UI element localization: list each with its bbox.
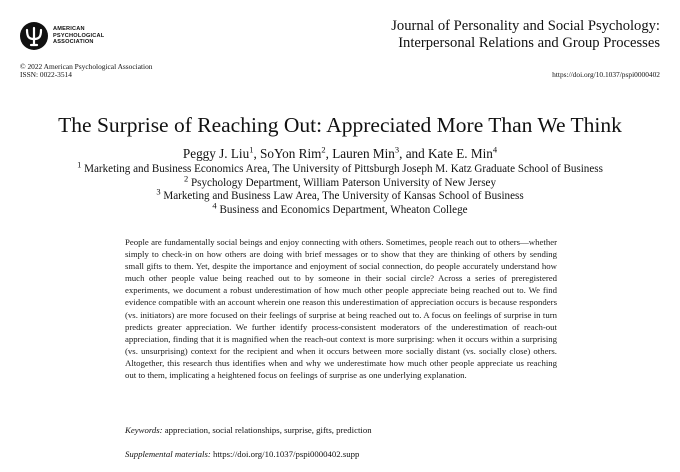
doi-link[interactable]: https://doi.org/10.1037/pspi0000402 <box>552 70 660 79</box>
apa-logo <box>20 22 104 50</box>
author-affiliation-marker: 2 <box>321 144 326 155</box>
affiliation <box>0 159 680 177</box>
author-name: Peggy J. Liu <box>182 146 250 161</box>
affiliation <box>0 172 680 191</box>
publication-meta <box>20 63 152 80</box>
logo-line: PSYCHOLOGICAL <box>53 32 105 39</box>
author-affiliation-marker: 4 <box>492 144 498 155</box>
author-affiliation-marker: 3 <box>394 144 400 155</box>
supplemental-materials <box>125 448 359 460</box>
author-separator: , and <box>399 146 429 161</box>
affiliation <box>0 186 680 204</box>
journal-line-2: Interpersonal Relations and Group Processes <box>398 34 660 51</box>
psi-icon <box>20 22 48 50</box>
author-list <box>0 146 680 162</box>
journal-name <box>391 18 660 51</box>
supplemental-label: Supplemental materials: <box>125 449 211 459</box>
affiliation-text: Psychology Department, William Paterson University of New Jersey <box>191 176 497 189</box>
author-name: Lauren Min <box>332 146 395 161</box>
apa-logo-text <box>53 26 104 45</box>
affiliation-marker: 4 <box>212 199 217 210</box>
affiliation-marker: 1 <box>77 159 82 170</box>
author-name: SoYon Rim <box>260 146 322 161</box>
logo-line: AMERICAN <box>53 26 85 33</box>
issn: ISSN: 0022-3514 <box>20 70 72 80</box>
keywords-label: Keywords: <box>125 425 163 435</box>
article-title: The Surprise of Reaching Out: Appreciated More Than We Think <box>58 113 622 137</box>
author-affiliation-marker: 1 <box>249 144 254 155</box>
author-separator: , <box>325 146 333 161</box>
affiliation-list <box>0 159 680 217</box>
affiliation-text: Marketing and Business Law Area, The University of Kansas School of Business <box>163 190 524 202</box>
logo-line: ASSOCIATION <box>53 39 94 46</box>
affiliation-text: Business and Economics Department, Wheaton College <box>219 203 468 216</box>
keywords <box>125 424 372 436</box>
author-name: Kate E. Min <box>428 146 493 161</box>
keywords-text: appreciation, social relationships, surprise, gifts, prediction <box>164 425 372 435</box>
affiliation <box>0 199 680 218</box>
affiliation-marker: 2 <box>183 172 189 183</box>
journal-line-1: Journal of Personality and Social Psychology: <box>391 18 660 34</box>
abstract: People are fundamentally social beings and enjoy connecting with others. Sometimes, people reach out to others—whether simply to check-in on how others are doing with brief messages or to show that they are thinking of others by sending small gifts to them. Yet, despite the importance and enjoyment of social connection, do people accurately understand how much other people value being reached out to by someone in their social circle? Across a series of preregistered experiments, we document a robust underestimation of how much other people appreciate being reached out to. We find evidence compatible with an account wherein one reason this underestimation of appreciation occurs is because responders (vs. initiators) are more focused on their feelings of surprise at being reached out to. A focus on feelings of surprise in turn predicts greater appreciation. We further identify process-consistent moderators of the underestimation of reach-out appreciation, finding that it is magnified when the reach-out context is more surprising: when it occurs within a surprising (vs. unsurprising) context for the recipient and when it occurs between more socially distant (vs. socially close) others. Altogether, this research thus identifies when and why we underestimate how much other people appreciate us reaching out to them, implicating a heightened focus on feelings of surprise as one underlying explanation. <box>125 237 557 381</box>
affiliation-marker: 3 <box>156 186 161 197</box>
copyright: © 2022 American Psychological Association <box>20 62 153 71</box>
affiliation-text: Marketing and Business Economics Area, The University of Pittsburgh Joseph M. Katz Graduate School of Business <box>84 163 603 175</box>
supplemental-link[interactable]: https://doi.org/10.1037/pspi0000402.supp <box>212 449 360 459</box>
author-separator: , <box>253 146 261 161</box>
